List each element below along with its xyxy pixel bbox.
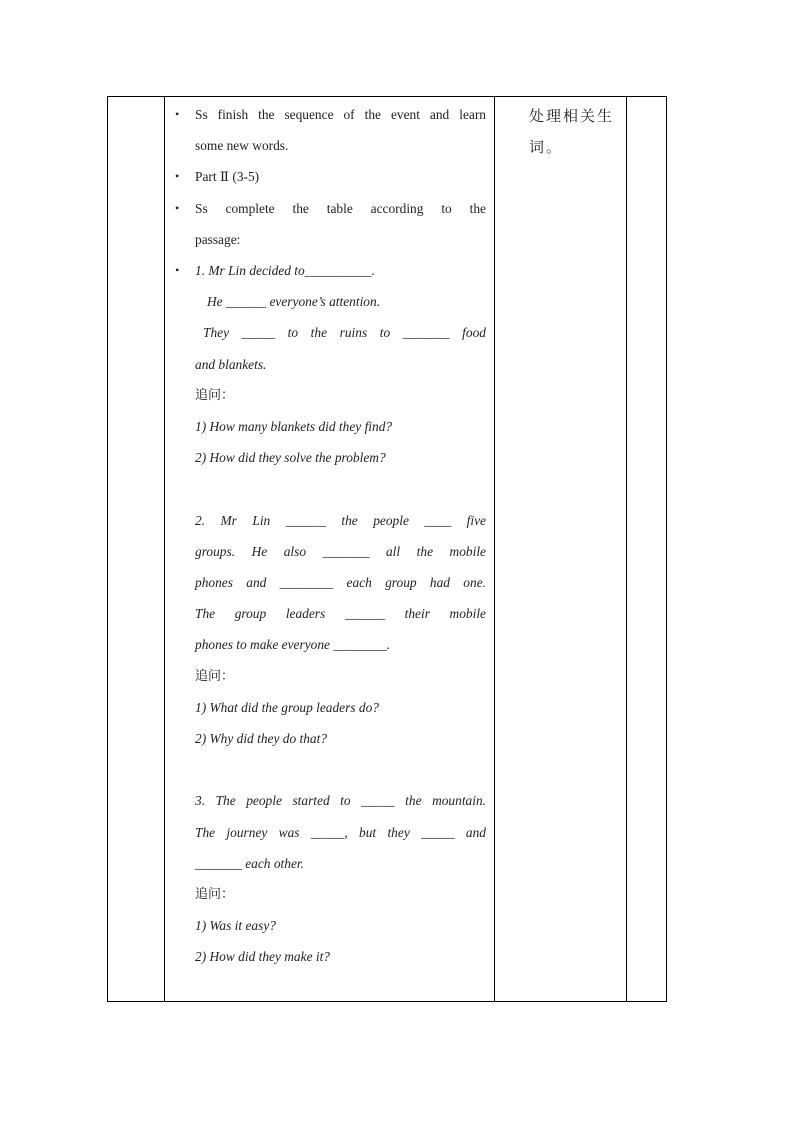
q2-line5: phones to make everyone ________. — [195, 637, 391, 653]
q1-followup-2: 2) How did they solve the problem? — [195, 450, 386, 466]
q3-followup-1: 1) Was it easy? — [195, 918, 276, 934]
q1-line4: and blankets. — [195, 356, 267, 372]
q2-followup-label: 追问： — [195, 668, 235, 684]
bullet-ss-complete-line1: • Ss complete the table according to the — [175, 193, 486, 224]
bullet-part-2: • Part Ⅱ (3-5) — [175, 161, 486, 192]
q1-followup-label: 追问： — [195, 387, 235, 403]
empty-cell-right — [627, 97, 667, 1002]
q3-line3: _______ each other. — [195, 855, 304, 871]
bullet-ss-finish-line1: • Ss finish the sequence of the event and learn — [175, 99, 486, 130]
q1-line3: They _____ to the ruins to _______ food — [203, 325, 486, 341]
q2-line2: groups. He also _______ all the mobile — [195, 543, 486, 559]
activity-cell — [165, 97, 495, 1002]
spacer — [175, 473, 486, 504]
q1-line2: He ______ everyone’s attention. — [207, 294, 381, 310]
q1-followup-1: 1) How many blankets did they find? — [195, 419, 393, 435]
q3-followup-label: 追问： — [195, 887, 235, 903]
q2-line1: 2. Mr Lin ______ the people ____ five — [195, 512, 486, 528]
q1-line1: • 1. Mr Lin decided to__________. — [175, 255, 486, 286]
bullet-ss-finish-line2: some new words. — [195, 138, 289, 154]
spacer — [175, 754, 486, 785]
bullet-ss-complete-line2: passage: — [195, 231, 241, 247]
notes-line1: 处理相关生 — [529, 107, 615, 125]
q2-line4: The group leaders ______ their mobile — [195, 606, 486, 622]
notes-line2: 词。 — [529, 138, 564, 156]
q2-followup-1: 1) What did the group leaders do? — [195, 699, 379, 715]
q2-followup-2: 2) Why did they do that? — [195, 731, 328, 747]
q3-followup-2: 2) How did they make it? — [195, 949, 330, 965]
q2-line3: phones and ________ each group had one. — [195, 575, 486, 591]
empty-cell-left — [108, 97, 165, 1002]
q3-line2: The journey was _____, but they _____ and — [195, 824, 486, 840]
q3-line1: 3. The people started to _____ the mountain. — [195, 793, 486, 809]
lesson-plan-table — [107, 96, 667, 1002]
notes-cell — [495, 97, 627, 1002]
